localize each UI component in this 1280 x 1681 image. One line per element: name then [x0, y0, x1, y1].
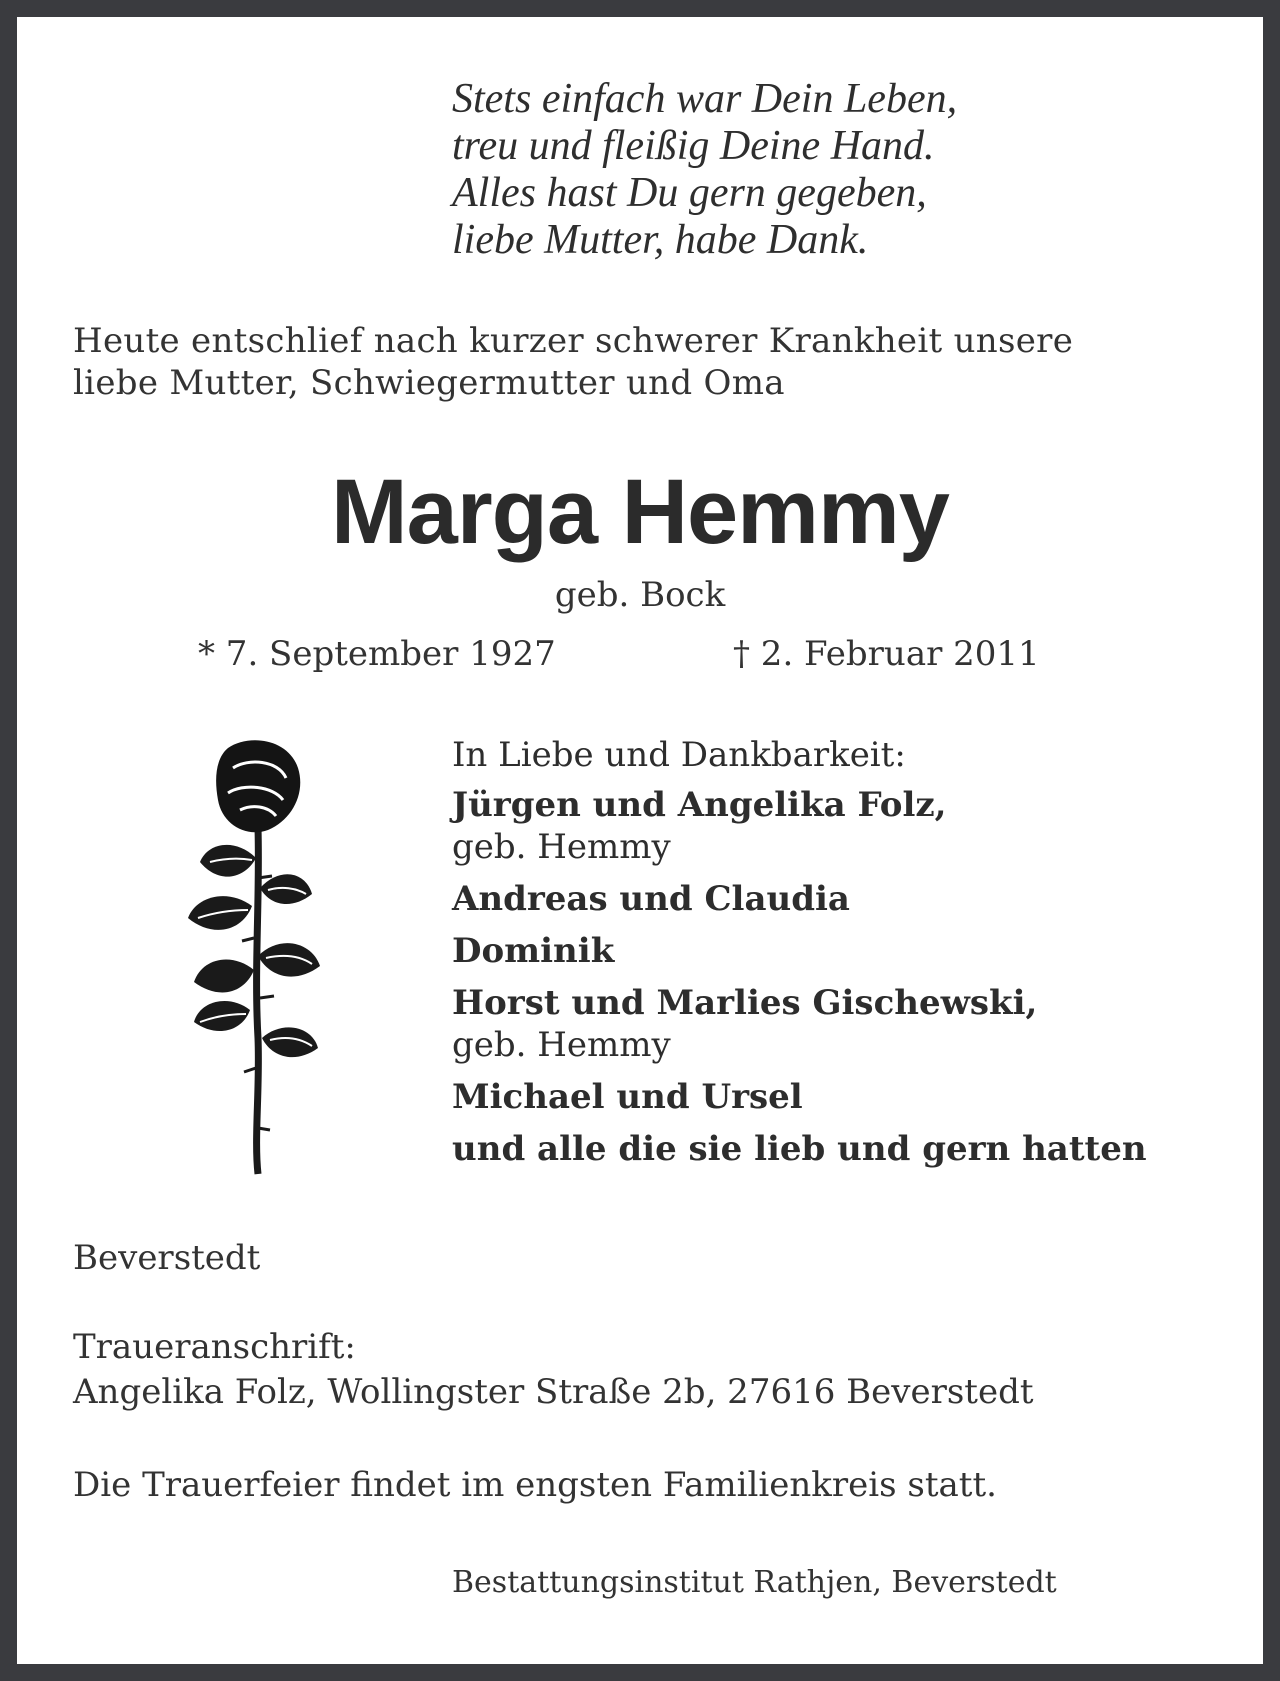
mourner-name: Andreas und Claudia: [452, 879, 850, 919]
birth-date: * 7. September 1927: [198, 634, 556, 674]
mourners-list: [452, 734, 1147, 1170]
ceremony-note: Die Trauerfeier findet im engsten Familienkreis statt.: [73, 1465, 997, 1505]
mourner-note: geb. Hemmy: [452, 827, 671, 867]
announcement-text: [73, 320, 1073, 404]
mourner-name: Michael und Ursel: [452, 1077, 803, 1117]
mourner-closing: und alle die sie lieb und gern hatten: [452, 1129, 1147, 1169]
mourning-address: [73, 1325, 1034, 1415]
mourner-note: geb. Hemmy: [452, 1025, 671, 1065]
deceased-name: Marga Hemmy: [331, 461, 949, 563]
mourner-name: Dominik: [452, 931, 615, 971]
rose-icon: [188, 738, 328, 1178]
poem-line: liebe Mutter, habe Dank.: [452, 217, 869, 263]
death-date: † 2. Februar 2011: [733, 634, 1040, 674]
maiden-name: geb. Bock: [554, 575, 726, 615]
address-label: Traueranschrift:: [73, 1327, 356, 1367]
poem: [452, 76, 957, 264]
mourners-intro: In Liebe und Dankbarkeit:: [452, 735, 906, 775]
announcement-line: liebe Mutter, Schwiegermutter und Oma: [73, 363, 785, 403]
mourner-name: Jürgen und Angelika Folz,: [452, 785, 947, 825]
poem-line: treu und fleißig Deine Hand.: [452, 123, 935, 169]
place: Beverstedt: [73, 1238, 261, 1278]
poem-line: Alles hast Du gern gegeben,: [452, 170, 927, 216]
mourner-name: Horst und Marlies Gischewski,: [452, 983, 1038, 1023]
announcement-line: Heute entschlief nach kurzer schwerer Krankheit unsere: [73, 321, 1074, 361]
address-value: Angelika Folz, Wollingster Straße 2b, 27616 Beverstedt: [73, 1372, 1034, 1412]
poem-line: Stets einfach war Dein Leben,: [452, 76, 958, 122]
undertaker: Bestattungsinstitut Rathjen, Beverstedt: [452, 1565, 1057, 1600]
